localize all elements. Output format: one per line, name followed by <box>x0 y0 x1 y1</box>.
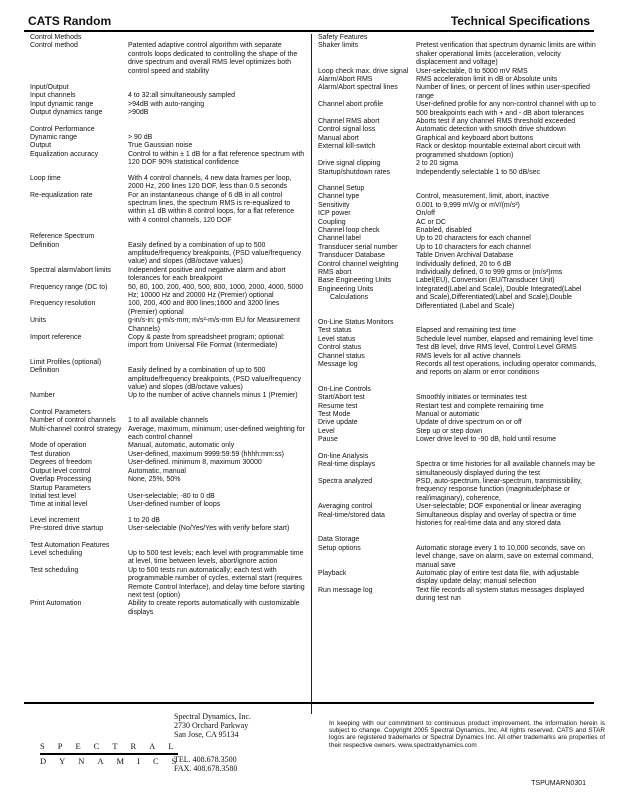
spec-label: Test scheduling <box>30 566 79 574</box>
spec-row <box>318 545 600 570</box>
spec-label: Pre-stored drive startup <box>30 525 104 533</box>
spec-row <box>318 193 600 201</box>
section-title: Channel Setup <box>318 184 365 192</box>
spec-row <box>30 510 306 517</box>
spec-label: Definition <box>30 367 60 375</box>
spec-label: Time at initial level <box>30 501 88 509</box>
logo-bar <box>40 753 178 755</box>
spec-value: User-selectable, 0 to 5000 mV RMS <box>416 67 528 75</box>
spec-row <box>318 235 600 243</box>
spec-label: Test status <box>318 327 352 335</box>
spec-label: Setup options <box>318 544 361 552</box>
spec-row <box>30 476 306 484</box>
spec-row <box>30 317 306 334</box>
spec-label: Spectra analyzed <box>318 477 373 485</box>
spec-row <box>318 419 600 427</box>
spec-label: Transducer serial number <box>318 243 398 251</box>
spec-value: Up to 500 test levels; each level with programmable time at level, time between levels, abort/ignore action <box>128 549 304 566</box>
spec-row <box>30 109 306 117</box>
spec-value: None, 25%, 50% <box>128 476 181 484</box>
spec-label: External kill-switch <box>318 143 376 151</box>
spec-section <box>30 359 306 401</box>
section-title: Reference Spectrum <box>30 233 95 241</box>
spec-label: Print Automation <box>30 600 82 608</box>
spec-value: User-defined. minimum 8, maximum 30000 <box>128 459 262 467</box>
spec-label: Run message log <box>318 586 373 594</box>
spec-label: Playback <box>318 569 347 577</box>
spec-value: Lower drive level to -90 dB, hold until resume <box>416 436 557 444</box>
section-title: Test Automation Features <box>30 541 110 549</box>
spec-row <box>30 142 306 150</box>
spec-value: Manual or automatic <box>416 411 480 419</box>
spec-value: Control to within ± 1 dB for a flat reference spectrum with 120 DOF 90% statistical confidence <box>128 150 305 167</box>
product-title: CATS Random <box>28 14 112 28</box>
spec-row <box>318 160 600 168</box>
fax: FAX. 408.678.3580 <box>174 764 238 773</box>
spec-label: Startup Parameters <box>30 484 91 492</box>
spec-row <box>318 68 600 76</box>
spec-value: RMS acceleration limit in dB or Absolute units <box>416 76 558 84</box>
spec-label: Sensitivity <box>318 201 350 209</box>
spec-label: Channel type <box>318 193 360 201</box>
section-title: Control Methods <box>30 34 82 41</box>
spec-label: Alarm/Abort spectral lines <box>318 84 398 92</box>
spec-label: Coupling <box>318 218 346 226</box>
spec-label: Mode of operation <box>30 442 87 450</box>
spec-value: Manual, automatic, automatic only <box>128 442 235 450</box>
spec-row <box>30 417 306 425</box>
spec-label: Message log <box>318 361 358 369</box>
spec-label: Number of control channels <box>30 417 116 425</box>
spec-value: Automatic detection with smooth drive shutdown <box>416 126 566 134</box>
spec-row <box>318 394 600 402</box>
spec-row <box>30 242 306 267</box>
spec-row <box>30 284 306 301</box>
spec-row <box>30 192 306 226</box>
spec-row <box>318 336 600 344</box>
spec-value: Automatic storage every 1 to 10,000 seconds, save on level change, save on alarm, save on external command, manual save <box>416 544 594 569</box>
spec-row <box>30 525 306 533</box>
spec-row <box>318 227 600 235</box>
spec-label: Output <box>30 142 52 150</box>
spec-section <box>30 84 306 118</box>
spec-label: Input channels <box>30 92 76 100</box>
spec-value: 2 to 20 sigma <box>416 160 459 168</box>
spec-label: Channel loop check <box>318 226 380 234</box>
spec-row <box>318 361 600 378</box>
spec-value: RMS levels for all active channels <box>416 352 521 360</box>
spec-row <box>30 134 306 142</box>
spec-label: Initial test level <box>30 492 76 500</box>
spec-value: and Scale),Differentiated(Label and Scale),Double Differentiated (Label and Scale) <box>416 294 572 310</box>
spec-label: Control signal loss <box>318 126 376 134</box>
spec-value: Simultaneous display and overlay of spectra or time histories for real-time data and any stored data <box>416 511 577 527</box>
spec-label: Transducer Database <box>318 252 386 260</box>
spec-row <box>30 485 306 493</box>
spec-label: Frequency resolution <box>30 300 96 308</box>
spec-row <box>318 327 600 335</box>
spec-label: Control status <box>318 344 362 352</box>
spec-label: Manual abort <box>318 134 359 142</box>
spec-row <box>30 267 306 284</box>
spec-row <box>30 300 306 317</box>
spec-value: With 4 control channels, 4 new data frames per loop, 2000 Hz, 200 lines 120 DOF, less than 0.5 seconds <box>128 174 292 191</box>
spec-value: User-selectable; -80 to 0 dB <box>128 492 215 500</box>
spec-value: Enabled, disabled <box>416 226 472 234</box>
spec-label: RMS abort <box>318 268 352 276</box>
spec-label: Test duration <box>30 450 71 458</box>
spec-label: Engineering Units <box>318 285 374 293</box>
spec-value: Pretest verification that spectrum dynamic limits are within shaker operational limits (acceleration, velocity displacement and voltage) <box>416 42 596 67</box>
spec-value: Automatic play of entire test data file, with adjustable display update delay; manual selection <box>416 569 580 586</box>
spec-label: Level status <box>318 335 356 343</box>
logo-text-top: SPECTRAL <box>40 741 187 751</box>
section-title: Input/Output <box>30 84 69 92</box>
company-name: Spectral Dynamics, Inc. <box>174 712 251 721</box>
spec-label: Test Mode <box>318 411 351 419</box>
spec-row <box>30 175 306 192</box>
spec-label: Loop check max. drive signal <box>318 67 409 75</box>
spec-value: Independent positive and negative alarm and abort tolerances for each breakpoint <box>128 266 286 283</box>
spec-label: Dynamic range <box>30 134 78 142</box>
spec-value: True Gaussian noise <box>128 142 193 150</box>
spec-label: Degrees of freedom <box>30 459 92 467</box>
spec-value: Copy & paste from spreadsheet program; optional: import from Universal File Format (Intermediate) <box>128 334 285 350</box>
company-address <box>174 712 251 773</box>
spec-value: >94dB with auto-ranging <box>128 100 205 108</box>
spec-row <box>318 42 600 67</box>
column-divider <box>311 34 312 714</box>
spec-label: Spectral alarm/abort limits <box>30 266 111 274</box>
spec-value: 50, 80, 100, 200, 400, 500, 800, 1000, 2000, 4000, 5000 Hz; 10000 Hz and 20000 Hz (Premier) optional <box>128 283 304 299</box>
spec-row <box>318 219 600 227</box>
spec-row <box>318 461 600 478</box>
spec-value: User-selectable; DOF exponential or linear averaging <box>416 503 581 511</box>
left-spec-column <box>30 34 306 617</box>
spec-value: Easily defined by a combination of up to 500 amplitude/frequency breakpoints, (PSD value/frequency value) and slopes (dB/octave values) <box>128 367 302 392</box>
spec-value: Up to 10 characters for each channel <box>416 243 531 251</box>
spec-label: Overlap Processing <box>30 476 92 484</box>
spec-value: For an instantaneous change of 6 dB in all control spectrum lines, the spectrum RMS is re-equalized to within ±1 dB within 8 control loops, for a flat reference with 4 control channels, 120 DOF <box>128 191 295 224</box>
spec-value <box>128 168 306 175</box>
section-title: On-Line Status Monitors <box>318 319 394 326</box>
spec-value <box>128 485 306 493</box>
spec-section <box>318 185 600 311</box>
spec-row <box>30 392 306 400</box>
document-code: TSPUMARN0301 <box>531 780 586 787</box>
spec-label <box>30 168 128 175</box>
page-footer <box>24 706 605 787</box>
spec-value: > 90 dB <box>128 134 153 142</box>
spec-row <box>318 202 600 210</box>
spec-value: User-defined, maximum 9999:59:59 (hhhh:mm:ss) <box>128 450 285 458</box>
spec-label: Channel abort profile <box>318 101 383 109</box>
spec-row <box>318 269 600 277</box>
spec-value: Patented adaptive control algorithm with separate controls loops dedicated to controlling the shape of the drive spectrum and overall RMS level optimizes both control speed and stability <box>128 42 298 75</box>
spec-row <box>318 503 600 511</box>
spec-row <box>318 169 600 177</box>
page-header <box>24 14 594 32</box>
spec-section <box>318 536 600 603</box>
spec-label: Real-time displays <box>318 461 376 469</box>
spec-row <box>30 459 306 467</box>
spec-value: Individually defined, 20 to 6 dB <box>416 260 512 268</box>
spec-value: Update of drive spectrum on or off <box>416 419 522 427</box>
spec-value: Integrated(Label and Scale), Double Integrated(Label <box>416 285 582 293</box>
spec-label: Drive update <box>318 419 358 427</box>
spec-row <box>30 334 306 351</box>
spec-value: Individually defined, 0 to 999 grms or (m/s²)rms <box>416 268 563 276</box>
spec-row <box>318 403 600 411</box>
spec-value: g-in/s-in: g-m/s-mm; m/s²-m/s-mm EU for Measurement Channels) <box>128 317 300 333</box>
spec-value: Graphical and keyboard abort buttons <box>416 134 534 142</box>
section-title: On-Line Controls <box>318 385 371 393</box>
spec-section <box>318 34 600 177</box>
spec-value: Label(EU), Conversion (EU/Transducer Unit) <box>416 277 555 285</box>
spec-value: Test dB level, drive RMS level, Control Level GRMS <box>416 344 577 352</box>
spec-row <box>318 277 600 285</box>
spec-row <box>30 92 306 100</box>
telephone: TEL. 408.678.3500 <box>174 755 237 764</box>
spec-value: Up to 20 characters for each channel <box>416 235 531 243</box>
spec-row <box>318 261 600 269</box>
spec-row <box>30 168 306 175</box>
spec-row <box>318 411 600 419</box>
spectral-dynamics-logo <box>40 741 190 766</box>
spec-value: Aborts test if any channel RMS threshold exceeded <box>416 118 576 126</box>
spec-label: Shaker limits <box>318 42 359 50</box>
spec-label: Frequency range (DC to) <box>30 283 108 291</box>
spec-label: Equalization accuracy <box>30 150 99 158</box>
spec-value: Control, measurement, limit, abort, inactive <box>416 193 550 201</box>
spec-label: Level increment <box>30 516 80 524</box>
spec-row <box>30 42 306 76</box>
spec-label: Drive signal clipping <box>318 160 381 168</box>
spec-row <box>30 442 306 450</box>
spec-label: Channel status <box>318 352 365 360</box>
spec-value: Rack or desktop mountable external abort circuit with programmed shutdown (option) <box>416 143 581 159</box>
spec-row <box>318 101 600 118</box>
spec-label: Start/Abort test <box>318 394 365 402</box>
spec-row <box>318 570 600 587</box>
section-title: Data Storage <box>318 536 360 544</box>
spec-value: 1 to all available channels <box>128 417 209 425</box>
spec-row <box>318 512 600 529</box>
spec-value: On/off <box>416 210 435 218</box>
spec-value: Average, maximum, minimum; user-defined weighting for each control channel <box>128 425 305 442</box>
right-spec-column <box>318 34 600 604</box>
spec-row <box>318 76 600 84</box>
spec-row <box>30 517 306 525</box>
spec-label: Level scheduling <box>30 549 83 557</box>
legal-notice: In keeping with our commitment to continuous product improvement, the information herein is subject to change. Copyright 2005 Spectral Dynamics, Inc. All rights reserved. CATS and STAR logos are registered trademarks or Spectral Dynamics Inc. All other trademarks are properties of their respective owners. www.spectraldynamics.com <box>329 720 605 749</box>
spec-section <box>30 542 306 618</box>
spec-value: Schedule level number, elapsed and remaining level time <box>416 335 594 343</box>
spec-row <box>30 501 306 509</box>
spec-section <box>318 319 600 378</box>
spec-row <box>318 344 600 352</box>
spec-value: 4 to 32:all simultaneously sampled <box>128 92 236 100</box>
spec-section <box>30 34 306 76</box>
spec-row <box>318 210 600 218</box>
spec-value: Elapsed and remaining test time <box>416 327 516 335</box>
spec-label: Control method <box>30 42 78 50</box>
spec-row <box>318 286 600 294</box>
spec-row <box>318 118 600 126</box>
spec-label: Startup/shutdown rates <box>318 168 390 176</box>
spec-row <box>30 426 306 443</box>
spec-row <box>30 101 306 109</box>
spec-label: Calculations <box>330 294 369 302</box>
spec-label: Units <box>30 317 46 325</box>
section-title: Control Performance <box>30 125 95 133</box>
spec-value: PSD, auto-spectrum, linear-spectrum, transmissibility, frequency response function (magnitude/phase or real/imaginary), coherence, <box>416 477 582 502</box>
spec-label: Definition <box>30 241 60 249</box>
spec-value: User-defined profile for any non-control channel with up to 500 breakpoints each with + and - dB abort tolerances <box>416 101 596 117</box>
spec-value: 1 to 20 dB <box>128 516 160 524</box>
spec-section <box>318 453 600 529</box>
spec-label: ICP power <box>318 210 351 218</box>
spec-row <box>30 567 306 601</box>
spec-row <box>318 587 600 604</box>
spec-row <box>30 468 306 476</box>
spec-value: 100, 200, 400 and 800 lines;1600 and 3200 lines (Premier) optional <box>128 300 280 316</box>
spec-value: Spectra or time histories for all available channels may be simultaneously displayed during the test <box>416 461 595 477</box>
spec-value: Step up or step down <box>416 427 483 435</box>
spec-row <box>318 294 600 311</box>
spec-label: Alarm/Abort RMS <box>318 76 373 84</box>
spec-label: Channel label <box>318 235 361 243</box>
spec-label: Base Engineering Units <box>318 277 392 285</box>
spec-row <box>318 126 600 134</box>
spec-value: Records all test operations, including operator commands, and reports on alarm or error conditions <box>416 361 597 377</box>
spec-value: User-defined number of loops <box>128 501 221 509</box>
spec-label: Number <box>30 392 55 400</box>
spec-label: Channel RMS abort <box>318 118 380 126</box>
spec-label: Control channel weighting <box>318 260 399 268</box>
city-address: San Jose, CA 95134 <box>174 730 239 739</box>
spec-row <box>30 600 306 617</box>
spec-row <box>30 550 306 567</box>
document-title: Technical Specifications <box>450 14 590 28</box>
street-address: 2730 Orchard Parkway <box>174 721 249 730</box>
spec-label: Resume test <box>318 402 358 410</box>
spec-value: Easily defined by a combination of up to 500 amplitude/frequency breakpoints, (PSD value/frequency value) and slopes (dB/octave values) <box>128 241 302 266</box>
spec-label: Averaging control <box>318 503 373 511</box>
logo-text-bottom: DYNAMICS <box>40 756 190 766</box>
spec-row <box>318 84 600 101</box>
spec-value: Table Driven Archival Database <box>416 252 514 260</box>
spec-row <box>318 353 600 361</box>
spec-value: Smoothly initiates or terminates test <box>416 394 527 402</box>
section-title: Control Parameters <box>30 408 91 416</box>
spec-row <box>318 244 600 252</box>
spec-row <box>30 151 306 168</box>
spec-label: Loop time <box>30 174 61 182</box>
spec-value: Automatic, manual <box>128 467 186 475</box>
spec-row <box>30 367 306 392</box>
spec-value: User-selectable (No/Yes/Yes with verify before start) <box>128 525 290 533</box>
spec-section <box>318 386 600 445</box>
spec-label: Output dynamics range <box>30 109 103 117</box>
spec-row <box>30 451 306 459</box>
spec-value: Number of lines, or percent of lines within user-specified range <box>416 84 590 100</box>
footer-divider <box>24 702 594 704</box>
spec-value: >90dB <box>128 109 149 117</box>
spec-label: Import reference <box>30 334 82 341</box>
spec-row <box>318 478 600 503</box>
spec-value: Text file records all system status messages displayed during test run <box>416 586 585 603</box>
spec-label: Multi-channel control strategy <box>30 425 122 433</box>
spec-label: Output level control <box>30 467 91 475</box>
spec-label: Input dynamic range <box>30 100 94 108</box>
spec-row <box>318 252 600 260</box>
spec-section <box>30 126 306 225</box>
spec-row <box>318 135 600 143</box>
spec-label <box>30 510 128 517</box>
section-title: On-line Analysis <box>318 452 369 460</box>
spec-row <box>318 143 600 160</box>
spec-value <box>128 510 306 517</box>
spec-value: AC or DC <box>416 218 446 226</box>
spec-section <box>30 233 306 351</box>
spec-value: 0.001 to 9,999 mV/g or mV/(m/s²) <box>416 201 520 209</box>
spec-value: Ability to create reports automatically with customizable displays <box>128 600 300 616</box>
spec-value: Independently selectable 1 to 50 dB/sec <box>416 168 541 176</box>
spec-row <box>318 428 600 436</box>
spec-value: Restart test and complete remaining time <box>416 402 544 410</box>
spec-label: Real-time/stored data <box>318 511 385 519</box>
spec-label: Re-equalization rate <box>30 191 93 199</box>
spec-label: Level <box>318 427 335 435</box>
spec-row <box>318 436 600 444</box>
spec-section <box>30 409 306 534</box>
spec-value: Up to 500 tests run automatically; each test with programmable number of cycles, external start (requires Remote Control Interface), and delay time before starting next test (option) <box>128 566 305 599</box>
section-title: Safety Features <box>318 34 368 41</box>
spec-row <box>30 493 306 501</box>
spec-value: Up to the number of active channels minus 1 (Premier) <box>128 392 298 400</box>
section-title: Limit Profiles (optional) <box>30 358 102 366</box>
spec-label: Pause <box>318 436 338 444</box>
